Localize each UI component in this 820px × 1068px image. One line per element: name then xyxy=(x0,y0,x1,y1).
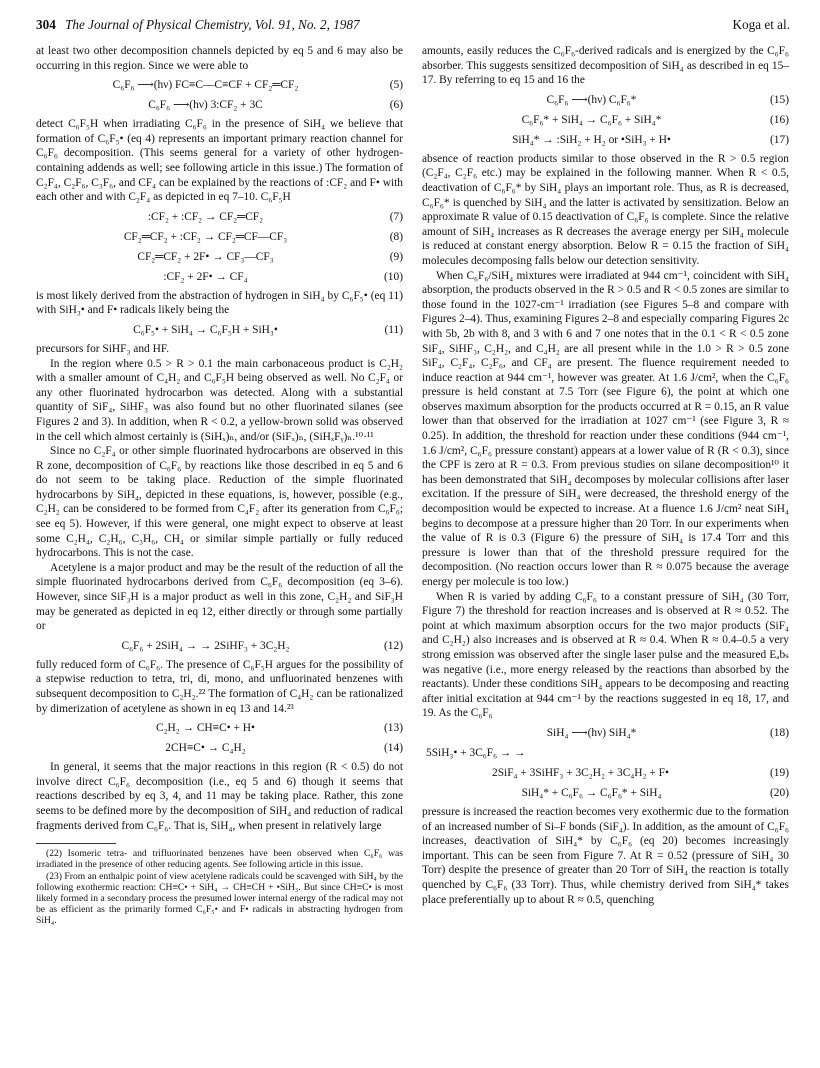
page-number: 304 xyxy=(36,17,56,32)
paragraph: When C₆F₆/SiH₄ mixtures were irradiated at 944 cm⁻¹, coincident with SiH₄ absorption, the products observed in the R > 0.5 and R < 0.5 zones are similar to those found in the 1027-cm⁻¹ irradiation (see Figures 5–8 and compare with Figures 2–4). Thus, examining Figures 2–8 and especially comparing Figures 2c with 5b, 2b with 8, and 3 with 6 and 7 one notes that in the 0.1 < R < 0.5 zone SiF₄, SiHF₃, C₂H₂, and C₄H₂ are all present while in the 1.0 > R > 0.5 zone SiF₄, C₂F₄, C₂F₆, and CF₄ are present. The fluence requirement needed to induce reaction at 944 cm⁻¹, however was greater. At 1.6 J/cm², when the C₆F₆ pressure is held constant at 7.5 Torr (see Figure 6), the point at which one observes maximum absorption for the products occurred at R = 0.15, an R value lower than that observed for the irradiation at 1027 cm⁻¹ (see Figure 3, R ≈ 0.25). In addition, the threshold for reaction under these conditions (944 cm⁻¹, 1.6 J/cm², C₆F₆ pressure constant) appears at a lower value of R (R < 0.3), since the CPF is zero at R = 0.3. From previous studies on silane decomposition¹⁰ it has been demonstrated that SiH₄ decomposes by molecular collisions after laser excitation. If the pressure of SiH₄ were decreased, the threshold energy of the decomposition would be expected to increase. At a fluence 1.6 J/cm² neat SiH₄ begins to decompose at a pressure higher than 20 Torr. In our experiments when the value of R is 0.3 (Figure 6) the pressure of SiH₄ is 17.4 Torr and this pressure is lower than that of the threshold pressure required for the decomposition. (No reaction occurs lower than R ≈ 0.075 because the average energy per molecule is too low.) xyxy=(422,269,789,588)
paragraph: amounts, easily reduces the C₆F₆-derived radicals and is energized by the C₆F₆ absorber. This suggests sensitized decomposition of SiH₄ as described in eq 15–17. By referring to eq 15 and 16 the xyxy=(422,45,789,87)
page-header xyxy=(36,14,790,36)
equation-10: :CF₂ + 2F• → CF₄ (10) xyxy=(163,270,403,283)
journal-citation: The Journal of Physical Chemistry, Vol. 91, No. 2, 1987 xyxy=(65,17,360,32)
paragraph: at least two other decomposition channels depicted by eq 5 and 6 may also be occurring in this region. Since we were able to xyxy=(36,45,403,72)
equation-7: :CF₂ + :CF₂ → CF₂═CF₂ (7) xyxy=(147,210,403,223)
equation-5: C₆F₆ ⟶(hν) FC≡C—C≡CF + CF₂═CF₂ (5) xyxy=(112,79,403,92)
paragraph: detect C₆F₅H when irradiating C₆F₆ in the presence of SiH₄ we believe that formation of C₆F₅• (eq 4) represents an important primary reaction channel for C₆F₆ decomposition. (This seems general for a variety of other hydrogen-containing addends as well; see following article in this issue.) The formation of C₂F₄, C₂F₆, C₃F₆, and CF₄ can be explained by the reactions of :CF₂ and F• with each other and with C₂F₄ as depicted in eq 7–10. C₆F₅H xyxy=(36,118,403,204)
paragraph: When R is varied by adding C₆F₆ to a constant pressure of SiH₄ (30 Torr, Figure 7) the threshold for reaction increases and is observed at R ≈ 0.52. The point at which maximum absorption occurs for the two major products (SiF₄ and C₂H₂) also increases and is observed at R ≈ 0.4. When R ≈ 0.4–0.5 a very strong emission was observed after the single laser pulse and the measured Eₐbₛ was negative (i.e., more energy released by the reactions than absorbed by the reactants). Under these conditions SiH₄ appears to be decomposing and reacting after initial excitation at 944 cm⁻¹ by the reactions suggested in eq 18, 17, and 19. As the C₆F₆ xyxy=(422,590,789,720)
footnote-22: (22) Isomeric tetra- and trifluorinated benzenes have been observed when C₆F₆ was irradiated in the presence of other reducing agents. See following article in this issue. xyxy=(36,848,403,871)
paragraph: pressure is increased the reaction becomes very exothermic due to the formation of an increased number of Si–F bonds (SiF₄). In addition, as the amount of C₆F₆ increases, deactivation of SiH₄* by C₆F₆ (eq 20) becomes increasingly important. This can be seen from Figure 7. At R = 0.52 (pressure of SiH₄ 30 Torr) despite the presence of greater than 20 Torr of SiH₄ the reaction is totally quenched by C₆F₆ (33 Torr). Thus, while chemistry derived from SiH₄* takes place preferentially up to about R ≈ 0.5, quenching xyxy=(422,805,789,906)
equation-8: CF₂═CF₂ + :CF₂ → CF₂═CF—CF₃ (8) xyxy=(123,230,403,243)
paragraph: absence of reaction products similar to those observed in the R > 0.5 region (C₂F₄, C₂F₆ etc.) may be explained in the following manner. When R < 0.5, deactivation of C₆F₆* by SiH₄ plays an important role. Thus, as R is decreased, C₆F₆* is quenched by SiH₄ and the latter is activated by sensitization. Below an approximate R value of 0.15 deactivation of C₆F₆ is complete. Since the relative amount of SiH₄ increases as R decreases the average energy per SiH₄ molecule is reduced at constant energy absorption. Below R = 0.15 the fraction of SiH₄ molecules decomposing falls below our detection sensitivity. xyxy=(422,152,789,267)
equation-13: C₂H₂ → CH≡C• + H• (13) xyxy=(155,722,403,735)
paragraph: fully reduced form of C₆F₆. The presence of C₆F₅H argues for the possibility of a stepwise reduction to tetra, tri, di, mono, and unfluorinated benzenes with subsequent decomposition to C₂H₂.²² The formation of C₄H₂ can be rationalized by dimerization of acetylene as shown in eq 13 and 14.²³ xyxy=(36,658,403,715)
equation-20: SiH₄* + C₆F₆ → C₆F₆* + SiH₄ (20) xyxy=(521,786,789,799)
equation-17: SiH₄* → :SiH₂ + H₂ or •SiH₃ + H• (17) xyxy=(512,133,789,146)
equation-9: CF₂═CF₂ + 2F• → CF₃—CF₃ (9) xyxy=(137,250,403,263)
equation-12: C₆F₆ + 2SiH₄ → → 2SiHF₃ + 3C₂H₂ (12) xyxy=(121,639,403,652)
equation-18: SiH₄ ⟶(hν) SiH₄* (18) xyxy=(546,726,789,739)
paragraph: Acetylene is a major product and may be the result of the reduction of all the simple fluorinated hydrocarbons derived from C₆F₆ decomposition (eq 3–6). However, since SiF₃H is a major product as well in this zone, C₂H₂ and SiF₃H may be generated as depicted in eq 12, either directly or through some partially or xyxy=(36,561,403,633)
footnote-23: (23) From an enthalpic point of view acetylene radicals could be scavenged with SiH₄ by the following exothermic reaction: CH≡C• + SiH₄ → CH≡CH + •SiH₃. But since CH≡C• is most likely formed in a secondary process the presumed lower internal energy of the radical may not be as efficient as the primarily formed C₆F₅• and F• radicals in abstracting hydrogen from SiH₄. xyxy=(36,870,403,927)
running-authors: Koga et al. xyxy=(732,17,790,32)
equation-11: C₆F₅• + SiH₄ → C₆F₅H + SiH₃• (11) xyxy=(133,323,403,336)
equation-19-line2: 2SiF₄ + 3SiHF₃ + 3C₂H₂ + 3C₄H₂ + F• (19) xyxy=(492,766,789,779)
paragraph: In general, it seems that the major reactions in this region (R < 0.5) do not involve direct C₆F₆ decomposition (i.e., eq 5 and 6) though it seems that reactions described by eq 3, 4, and 11 may be taking place. Rather, this zone seems to be defined more by the decomposition of SiH₄ and reduction of radical fragments derived from C₆F₆. That is, SiH₄, when present in relatively large xyxy=(36,761,403,832)
equation-15: C₆F₆ ⟶(hν) C₆F₆* (15) xyxy=(546,93,789,106)
paragraph: precursors for SiHF₃ and HF. xyxy=(36,342,170,355)
right-column xyxy=(422,44,789,907)
footnote-divider xyxy=(36,843,116,844)
paragraph: is most likely derived from the abstraction of hydrogen in SiH₄ by C₆F₅• (eq 11) with SiH₃• and F• radicals likely being the xyxy=(36,289,403,317)
equation-19-line1: 5SiH₃• + 3C₆F₆ → → xyxy=(426,746,526,759)
equation-6: C₆F₆ ⟶(hν) 3:CF₂ + 3C (6) xyxy=(148,99,403,112)
paragraph: Since no C₂F₄ or other simple fluorinated hydrocarbons are observed in this R zone, decomposition of C₆F₆ by reactions like those described in eq 5 and 6 do not seem to be taking place. Reduction of the simple fluorinated hydrocarbons by SiH₄, depicted in these equations, is, however, possible (e.g., C₂H₂ can be considered to be formed from C₄F₂ after its generation from C₆F₆; see eq 5). However, if this were general, one might expect to observe at least some C₂H₄, C₂H₆, C₃H₆, CH₄ or similar simple partially or fully reduced hydrocarbons. This is not the case. xyxy=(36,445,403,560)
equation-14: 2CH≡C• → C₄H₂ (14) xyxy=(165,742,403,755)
equation-16: C₆F₆* + SiH₄ → C₆F₆ + SiH₄* (16) xyxy=(521,113,789,126)
left-column xyxy=(36,44,403,927)
paragraph: In the region where 0.5 > R > 0.1 the main carbonaceous product is C₂H₂ with a smaller amount of C₄H₂ and C₆F₅H being observed as well. No C₂F₄ or any other fluorinated hydrocarbon was detected. Along with a substantial quantity of SiF₄, SiHF₃ was also found but no other fluorinated silanes (see Figures 2 and 3). In addition, when R < 0.2, a yellow-brown solid was observed in the cell which almost certainly is (SiHₓ)ₙ, and/or (SiFₓ)ₙ, (SiHₓFᵧ)ₙ.¹⁰·¹¹ xyxy=(36,357,403,443)
